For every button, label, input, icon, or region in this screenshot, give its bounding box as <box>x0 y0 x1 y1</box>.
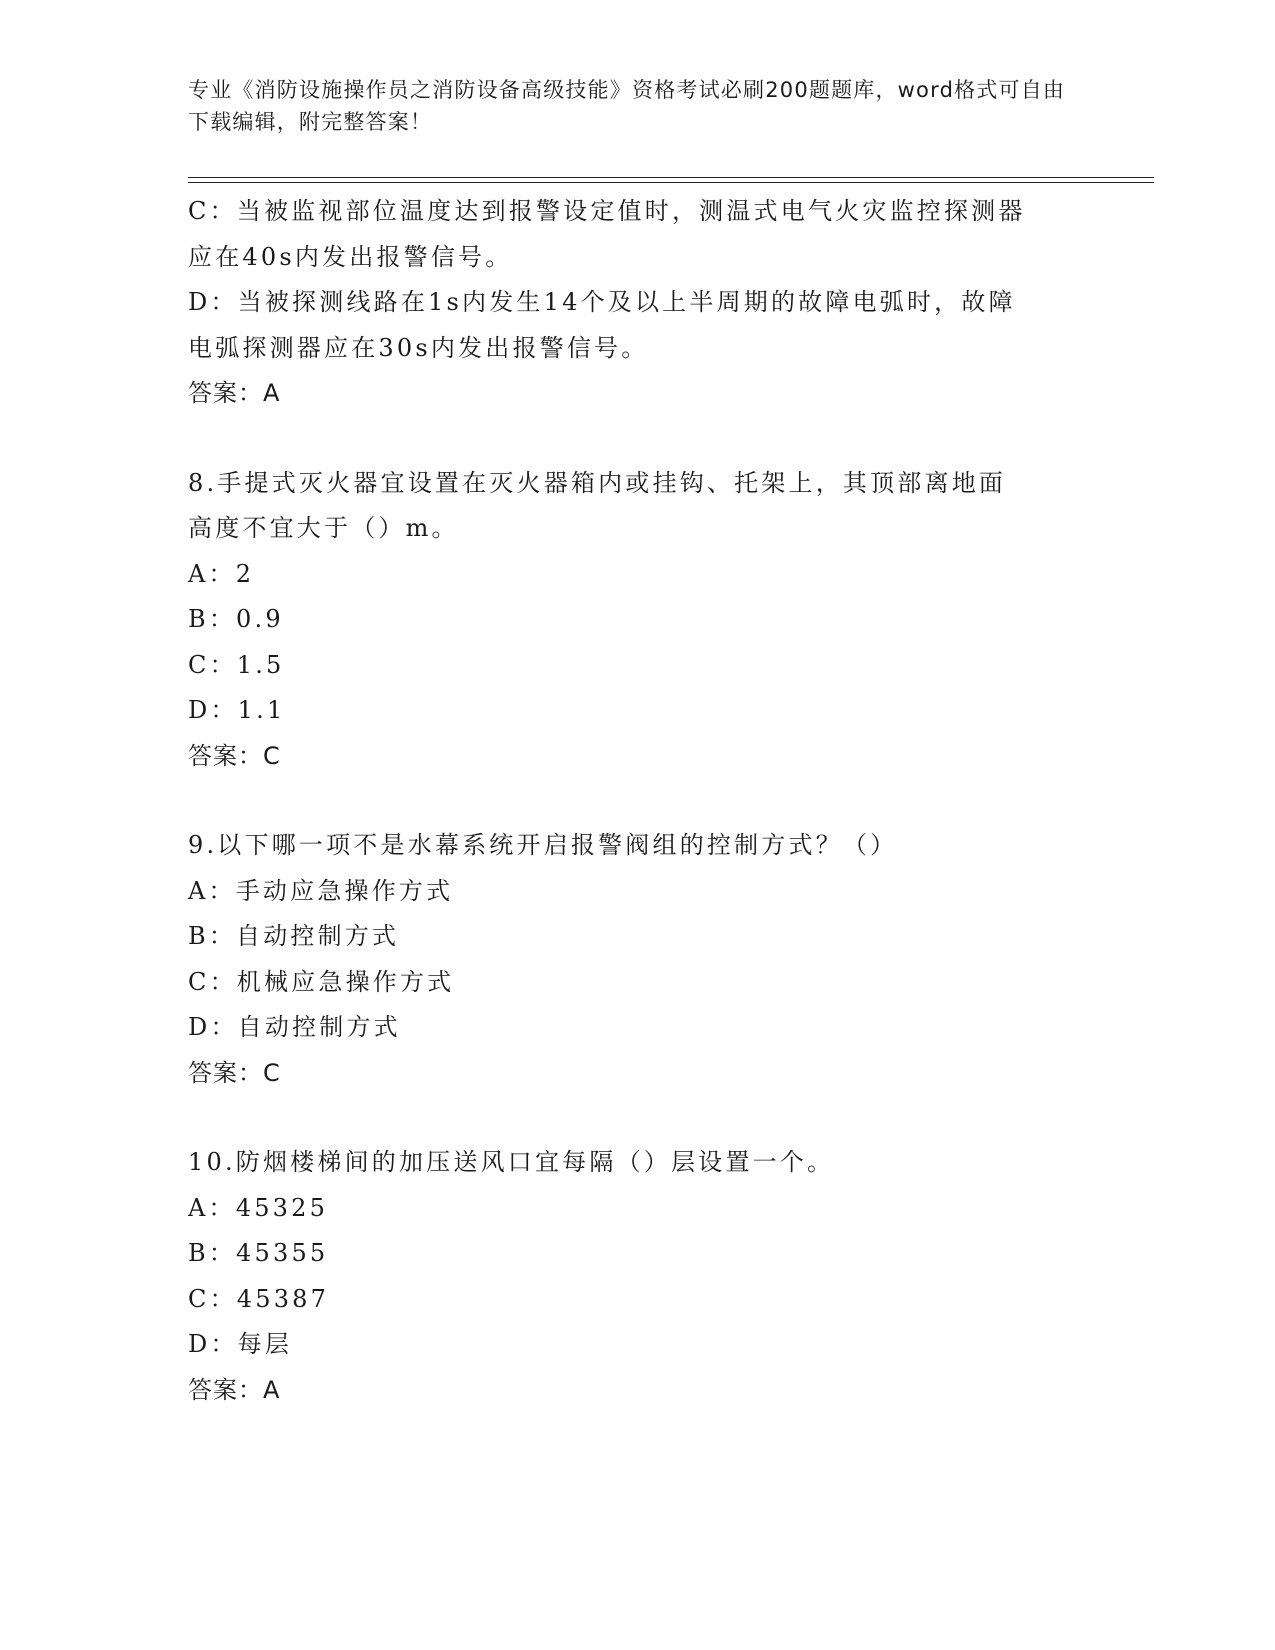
question-stem-line-1: 10.防烟楼梯间的加压送风口宜每隔（）层设置一个。 <box>188 1148 835 1176</box>
option-c: C：1.5 <box>188 650 285 679</box>
question-content <box>188 189 1088 1413</box>
answer-line: 答案：C <box>188 741 281 770</box>
option-a: A：45325 <box>188 1193 329 1222</box>
answer-line: 答案：A <box>188 379 281 407</box>
document-header: 专业《消防设施操作员之消防设备高级技能》资格考试必刷200题题库，word格式可自由下载编辑，附完整答案！ <box>188 78 1066 134</box>
spacer <box>188 417 1088 461</box>
option-c: C：45387 <box>188 1284 330 1313</box>
question-9 <box>188 823 1088 1096</box>
question-stem-line-1: 9.以下哪一项不是水幕系统开启报警阀组的控制方式？（） <box>188 831 898 859</box>
option-a: A：手动应急操作方式 <box>188 876 454 905</box>
header-divider-bottom <box>188 182 1154 183</box>
option-d-line-2: 电弧探测器应在30s内发出报警信号。 <box>188 333 649 362</box>
question-10 <box>188 1140 1088 1413</box>
answer-line: 答案：C <box>188 1058 281 1087</box>
spacer <box>188 779 1088 823</box>
option-c: C：机械应急操作方式 <box>188 967 455 996</box>
header-divider-top <box>188 177 1154 178</box>
spacer <box>188 1096 1088 1140</box>
question-stem-line-1: 8.手提式灭火器宜设置在灭火器箱内或挂钩、托架上，其顶部离地面 <box>188 468 1007 497</box>
option-b: B：45355 <box>188 1239 329 1267</box>
option-a: A：2 <box>188 559 255 588</box>
question-8 <box>188 461 1088 780</box>
option-b: B：自动控制方式 <box>188 922 400 950</box>
option-d: D：每层 <box>188 1330 293 1358</box>
option-d: D：自动控制方式 <box>188 1013 401 1041</box>
option-c-line-2: 应在40s内发出报警信号。 <box>188 242 513 271</box>
option-b: B：0.9 <box>188 605 284 633</box>
answer-line: 答案：A <box>188 1375 281 1404</box>
previous-question-block <box>188 189 1088 417</box>
option-d-line-1: D：当被探测线路在1s内发生14个及以上半周期的故障电弧时，故障 <box>188 288 1016 316</box>
option-c-line-1: C：当被监视部位温度达到报警设定值时，测温式电气火灾监控探测器 <box>188 197 1026 225</box>
question-stem-line-2: 高度不宜大于（）m。 <box>188 514 459 542</box>
option-d: D：1.1 <box>188 696 286 724</box>
